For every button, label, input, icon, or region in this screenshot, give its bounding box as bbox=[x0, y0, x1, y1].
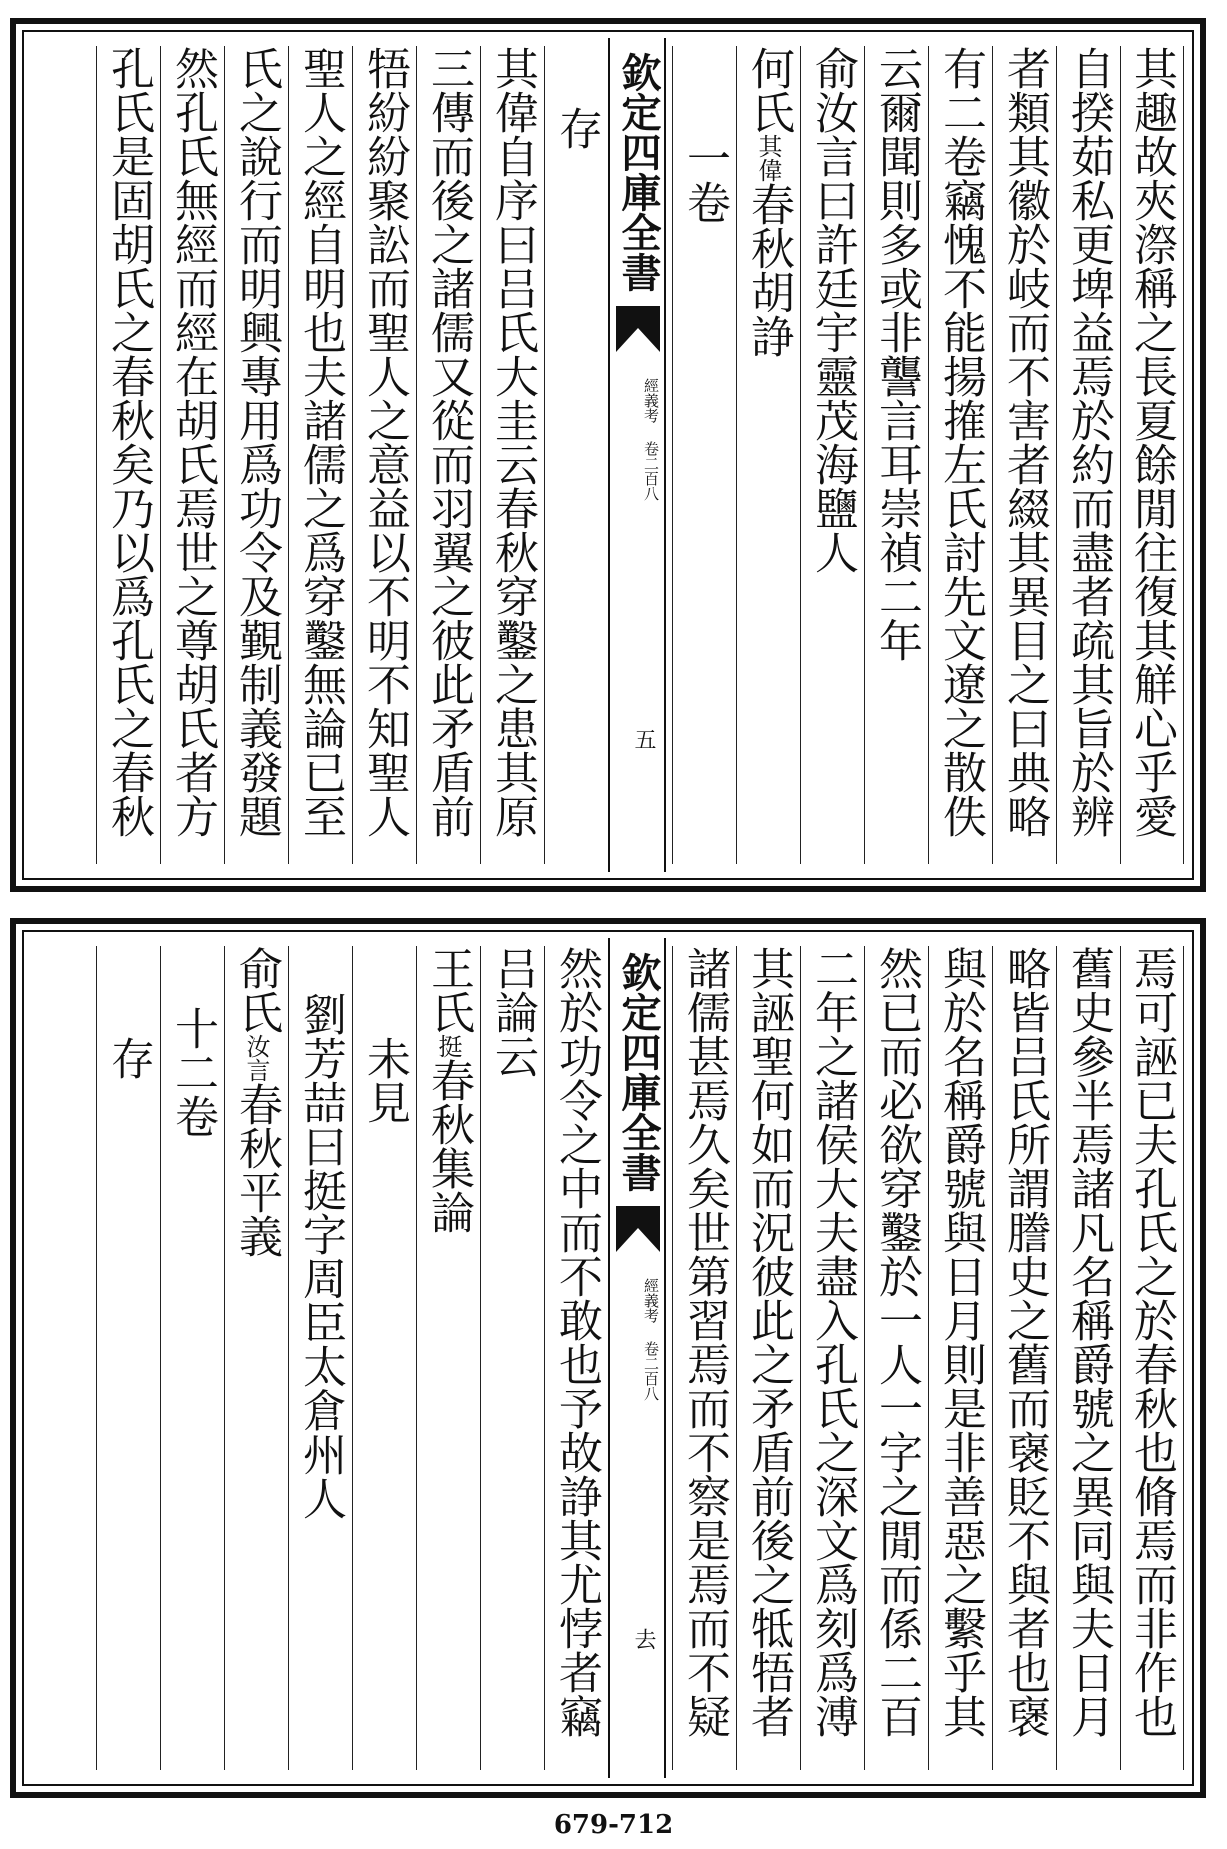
entry-title-column bbox=[416, 946, 480, 1770]
status-column: 存 bbox=[96, 946, 160, 1770]
text-column: 劉芳喆曰挺字周臣太倉州人 bbox=[288, 946, 352, 1770]
author-note: 挺 bbox=[434, 1034, 462, 1058]
text-column: 略皆吕氏所謂謄史之舊而襃貶不與者也襃 bbox=[992, 946, 1056, 1770]
volume-count-column: 一卷 bbox=[672, 46, 736, 864]
status-column: 存 bbox=[544, 46, 608, 864]
book-volume-label: 經義考 卷二百八 bbox=[642, 1278, 660, 1401]
book-title: 春秋平義 bbox=[231, 1082, 282, 1258]
text-column: 者類其徽於岐而不害者綴其異目之曰典略 bbox=[992, 46, 1056, 864]
text-column: 與於名稱爵號與日月則是非善惡之繫乎其 bbox=[928, 946, 992, 1770]
collection-title: 欽定四庫全書 bbox=[615, 952, 662, 1192]
text-column: 二年之諸侯大夫盡入孔氏之深文爲刻爲溥 bbox=[800, 946, 864, 1770]
fishtail-mark-icon bbox=[616, 1206, 660, 1252]
text-column: 其趣故夾漈稱之長夏餘閒往復其觧心乎愛 bbox=[1120, 46, 1184, 864]
text-column: 俞汝言曰許廷宇靈茂海鹽人 bbox=[800, 46, 864, 864]
author-name: 何氏 bbox=[743, 46, 794, 134]
status-column: 未見 bbox=[352, 946, 416, 1770]
text-column: 其誣聖何如而況彼此之矛盾前後之牴牾者 bbox=[736, 946, 800, 1770]
bottom-page-panel bbox=[10, 918, 1206, 1798]
book-volume-label: 經義考 卷二百八 bbox=[642, 378, 660, 501]
text-column: 舊史參半焉諸凡名稱爵號之異同與夫日月 bbox=[1056, 946, 1120, 1770]
text-column: 牾紛紛聚訟而聖人之意益以不明不知聖人 bbox=[352, 46, 416, 864]
text-column: 諸儒甚焉久矣世第習焉而不察是焉而不疑 bbox=[672, 946, 736, 1770]
text-column: 自揆茹私更埤益焉於約而盡者疏其旨於辨 bbox=[1056, 46, 1120, 864]
volume-count-column: 十二卷 bbox=[160, 946, 224, 1770]
leaf-marker: 五 bbox=[631, 728, 656, 750]
author-note: 汝言 bbox=[242, 1034, 270, 1082]
fishtail-mark-icon bbox=[616, 306, 660, 352]
text-column: 云爾聞則多或非讋言耳崇禎二年 bbox=[864, 46, 928, 864]
author-name: 俞氏 bbox=[231, 946, 282, 1034]
text-column: 然孔氏無經而經在胡氏焉世之尊胡氏者方 bbox=[160, 46, 224, 864]
book-title: 春秋胡諍 bbox=[743, 182, 794, 358]
author-name: 王氏 bbox=[423, 946, 474, 1034]
leaf-marker: 去 bbox=[631, 1628, 656, 1650]
text-column: 三傳而後之諸儒又從而羽翼之彼此矛盾前 bbox=[416, 46, 480, 864]
page-number: 679-712 bbox=[553, 1810, 674, 1840]
text-column: 然已而必欲穿鑿於一人一字之閒而係二百 bbox=[864, 946, 928, 1770]
collection-title: 欽定四庫全書 bbox=[615, 52, 662, 292]
text-column: 氏之說行而明興專用爲功令及覲制義發題 bbox=[224, 46, 288, 864]
center-gutter bbox=[608, 938, 666, 1778]
text-column: 其偉自序曰吕氏大圭云春秋穿鑿之患其原 bbox=[480, 46, 544, 864]
center-gutter bbox=[608, 38, 666, 872]
entry-title-column bbox=[736, 46, 800, 864]
text-column: 焉可誣已夫孔氏之於春秋也脩焉而非作也 bbox=[1120, 946, 1184, 1770]
text-column: 有二卷竊愧不能揚搉左氏討先文遼之散佚 bbox=[928, 46, 992, 864]
text-column: 孔氏是固胡氏之春秋矣乃以爲孔氏之春秋 bbox=[96, 46, 160, 864]
top-page-panel bbox=[10, 18, 1206, 892]
book-title: 春秋集論 bbox=[423, 1058, 474, 1234]
text-column: 吕論云 bbox=[480, 946, 544, 1770]
author-note: 其偉 bbox=[754, 134, 782, 182]
text-column: 聖人之經自明也夫諸儒之爲穿鑿無論已至 bbox=[288, 46, 352, 864]
entry-title-column bbox=[224, 946, 288, 1770]
text-column: 然於功令之中而不敢也予故諍其尤悖者竊 bbox=[544, 946, 608, 1770]
